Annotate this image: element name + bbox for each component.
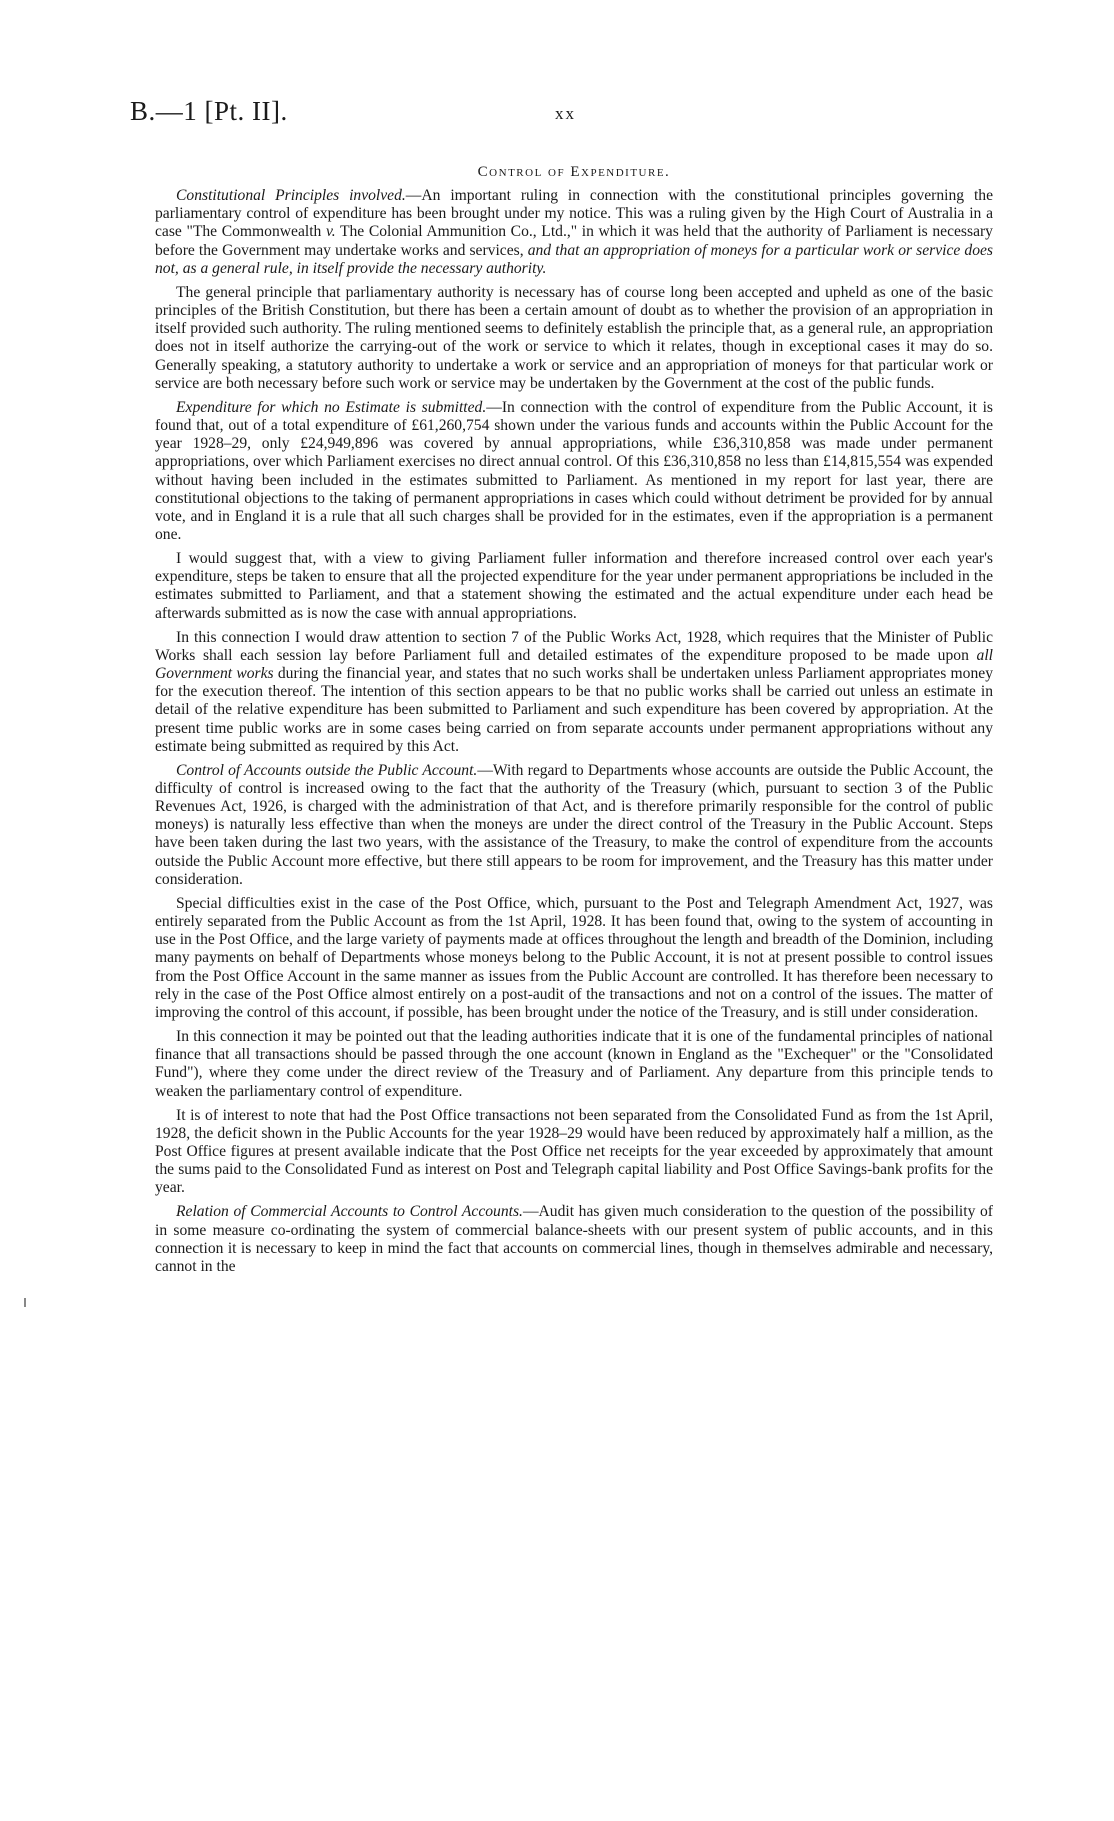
paragraph-text: In this connection I would draw attention to section 7 of the Public Works Act, 1928, which requires that the Minister of Public Works shall each session lay before Parliament full and detailed estimates of the expenditure proposed to be made upon [155, 628, 993, 664]
document-body [155, 163, 993, 1282]
margin-mark [24, 1298, 26, 1307]
paragraph-heading: Constitutional Principles involved. [176, 187, 406, 205]
paragraph-heading: Relation of Commercial Accounts to Control Accounts. [176, 1203, 523, 1221]
section-title: Control of Expenditure. [477, 164, 671, 180]
case-versus: v. [325, 223, 336, 241]
paragraph-text: Special difficulties exist in the case of the Post Office, which, pursuant to the Post and Telegraph Amendment Act, 1927, was entirely separated from the Public Account as from the 1st April, 1928. It has been found that, owing to the system of accounting in use in the Post Office, and the large variety of payments made at offices throughout the length and breadth of the Dominion, including many payments on behalf of Departments whose moneys belong to the Public Account, it is not at present possible to control issues from the Post Office Account in the same manner as issues from the Public Account are controlled. It has therefore been necessary to rely in the case of the Post Office almost entirely on a post-audit of the transactions and not on a control of the issues. The matter of improving the control of this account, if possible, has been brought under the notice of the Treasury, and is still under consideration. [155, 894, 993, 1021]
emphasized-ruling: and that an appropriation of moneys for a particular work or service does not, as a general rule, in itself provide the necessary authority. [155, 241, 993, 277]
paragraph-text: during the financial year, and states that no such works shall be undertaken unless Parliament appropriates money for the execution thereof. The intention of this section appears to be that no public works shall be carried out unless an estimate in detail of the relative expenditure has been submitted to Parliament and such expenditure has been covered by appropriation. At the present time public works are in some cases being carried on from separate accounts under permanent appropriations without any estimate being submitted as required by this Act. [155, 665, 993, 755]
paragraph-text: I would suggest that, with a view to giving Parliament fuller information and therefore increased control over each year's expenditure, steps be taken to ensure that all the projected expenditure for the year under permanent appropriations be included in the estimates submitted to Parliament, and that a statement showing the estimated and the actual expenditure under each head be afterwards submitted as is now the case with annual appropriations. [155, 550, 993, 622]
paragraph-heading: Control of Accounts outside the Public Account. [176, 761, 478, 779]
paragraph-text: In this connection it may be pointed out that the leading authorities indicate that it is one of the fundamental principles of national finance that all transactions should be passed through the one account (known in England as the "Exchequer" or the "Consolidated Fund"), where they come under the direct review of the Treasury and of Parliament. Any departure from this principle tends to weaken the parliamentary control of expenditure. [155, 1028, 993, 1100]
emphasized-term: all Government works [155, 646, 993, 683]
paragraph-accounts-outside [155, 762, 993, 889]
paragraph-post-office [155, 895, 993, 1022]
paragraph-national-finance [155, 1028, 993, 1101]
paragraph-text: The general principle that parliamentary authority is necessary has of course long been accepted and upheld as one of the basic principles of the British Constitution, but there has been a certain amount of doubt as to whether the provision of an appropriation in itself provided such authority. The ruling mentioned seems to definitely establish the principle that, as a general rule, an appropriation does not in itself authorize the carrying-out of the work or service to which it relates, though in exceptional cases it may do so. Generally speaking, a statutory authority to undertake a work or service and an appropriation of moneys for that particular work or service are both necessary before such work or service may be undertaken by the Government at the cost of the public funds. [155, 283, 993, 392]
paragraph-text: —An important ruling in connection with the constitutional principles governing the parliamentary control of expenditure has been brought under my notice. This was a ruling given by the High Court of Australia in a case "The Commonwealth [155, 187, 993, 241]
paragraph-deficit [155, 1107, 993, 1198]
paragraph-text: The Colonial Ammunition Co., Ltd.," in which it was held that the authority of Parliament is necessary before the Government may undertake works and services, [155, 223, 993, 259]
paragraph-expenditure-no-estimate [155, 399, 993, 544]
page-number: xx [555, 104, 576, 123]
paragraph-heading: Expenditure for which no Estimate is submitted. [176, 398, 487, 416]
paragraph-constitutional-principles [155, 187, 993, 278]
paragraph-suggestion [155, 550, 993, 623]
paragraph-general-principle [155, 284, 993, 393]
paragraph-public-works-act [155, 629, 993, 756]
paragraph-text: —With regard to Departments whose accounts are outside the Public Account, the difficulty of control is increased owing to the fact that the authority of the Treasury (which, pursuant to section 3 of the Public Revenues Act, 1926, is charged with the administration of that Act, and is therefore primarily responsible for the control of public moneys) is naturally less effective than when the moneys are under the direct control of the Treasury in the Public Account. Steps have been taken during the last two years, with the assistance of the Treasury, to make the control of expenditure from the accounts outside the Public Account more effective, but there still appears to be room for improvement, and the Treasury has this matter under consideration. [155, 761, 993, 888]
document-reference: B.—1 [Pt. II]. [130, 96, 288, 126]
paragraph-text: It is of interest to note that had the Post Office transactions not been separated from the Consolidated Fund as from the 1st April, 1928, the deficit shown in the Public Accounts for the year 1928–29 would have been reduced by approximately half a million, as the Post Office figures at present available indicate that the Post Office net receipts for the year exceeded by approximately that amount the sums paid to the Consolidated Fund as interest on Post and Telegraph capital liability and Post Office Savings-bank profits for the year. [155, 1106, 993, 1197]
paragraph-text: —Audit has given much consideration to the question of the possibility of in some measure co-ordinating the system of commercial balance-sheets with our present system of public accounts, and in this connection it is necessary to keep in mind the fact that accounts on commercial lines, though in themselves admirable and necessary, cannot in the [155, 1203, 993, 1275]
paragraph-text: —In connection with the control of expenditure from the Public Account, it is found that, out of a total expenditure of £61,260,754 shown under the various funds and accounts within the Public Account for the year 1928–29, only £24,949,896 was covered by annual appropriations, while £36,310,858 was made under permanent appropriations, over which Parliament exercises no direct annual control. Of this £36,310,858 no less than £14,815,554 was expended without having been included in the estimates submitted to Parliament. As mentioned in my report for last year, there are constitutional objections to the taking of permanent appropriations in cases which could without detriment be provided for by annual vote, and in England it is a rule that all such charges shall be provided for in the estimates, even if the appropriation is a permanent one. [155, 398, 993, 543]
page-header [130, 96, 990, 136]
paragraph-commercial-accounts [155, 1203, 993, 1276]
